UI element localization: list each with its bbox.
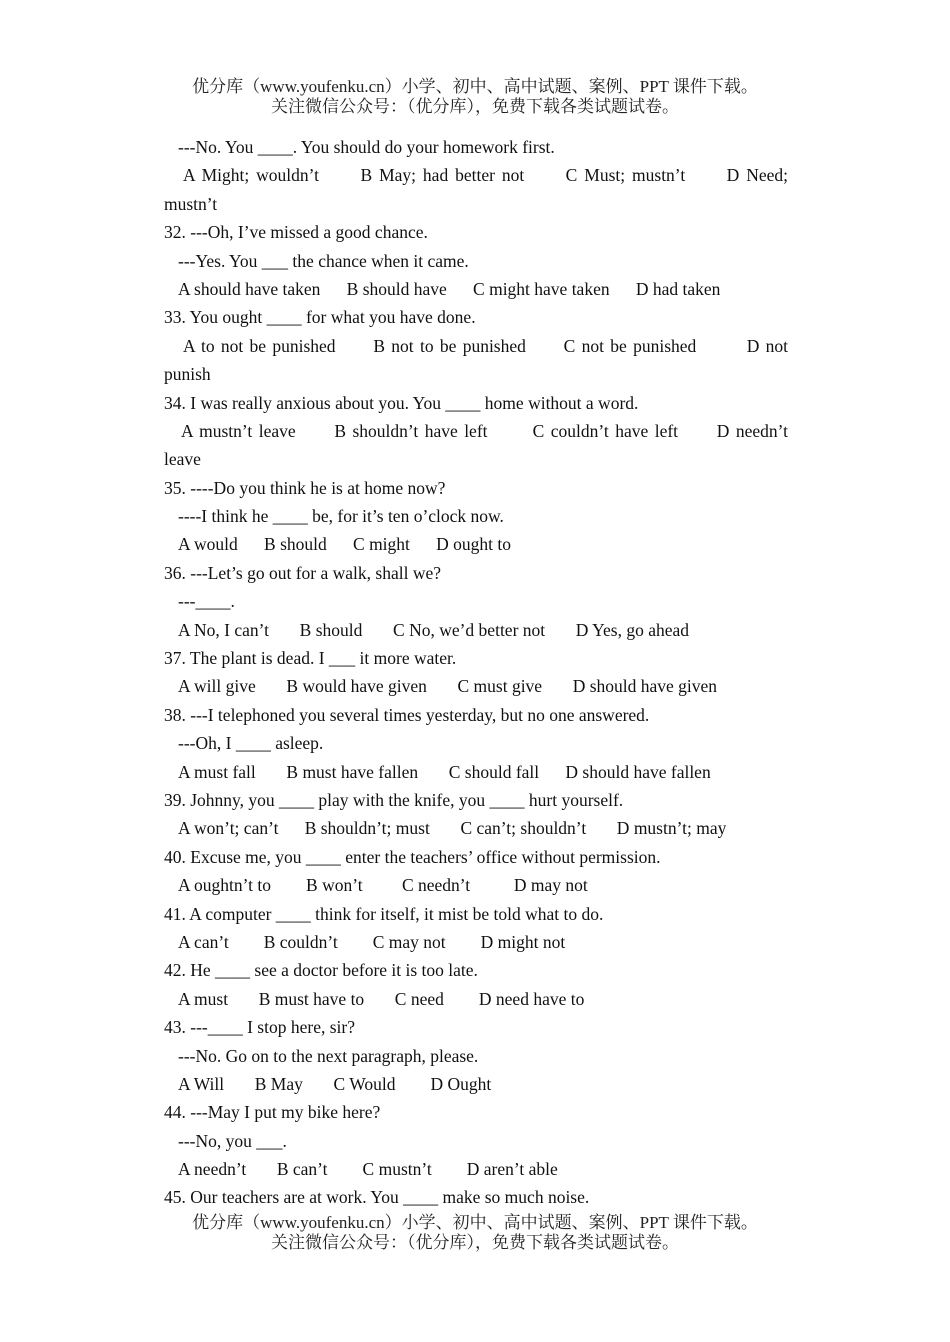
answer-line: ----I think he ____ be, for it’s ten o’clock now. bbox=[178, 506, 504, 527]
question-43: 43. ---____ I stop here, sir? bbox=[164, 1017, 355, 1038]
question-32: 32. ---Oh, I’ve missed a good chance. bbox=[164, 222, 428, 243]
question-39: 39. Johnny, you ____ play with the knife, you ____ hurt yourself. bbox=[164, 789, 624, 810]
page-footer bbox=[0, 1213, 950, 1253]
question-37: 37. The plant is dead. I ___ it more water. bbox=[164, 648, 457, 669]
question-38: 38. ---I telephoned you several times yesterday, but no one answered. bbox=[164, 704, 650, 725]
question-34: 34. I was really anxious about you. You ____ home without a word. bbox=[164, 392, 639, 413]
options-line: A oughtn’t to B won’t C needn’t D may not bbox=[178, 875, 588, 896]
answer-line: ---Oh, I ____ asleep. bbox=[178, 733, 324, 754]
options-line: A No, I can’t B should C No, we’d better not D Yes, go ahead bbox=[178, 619, 690, 640]
options-line-wrap: leave bbox=[164, 449, 201, 470]
options-line: A Will B May C Would D Ought bbox=[178, 1073, 492, 1094]
question-35: 35. ----Do you think he is at home now? bbox=[164, 477, 446, 498]
options-line: A Might; wouldn’t B May; had better not C Must; mustn’t D Need; bbox=[183, 165, 788, 186]
answer-line: ---____. bbox=[178, 591, 235, 612]
question-33: 33. You ought ____ for what you have done. bbox=[164, 307, 476, 328]
exercise-body bbox=[164, 133, 788, 1212]
options-line: A would B should C might D ought to bbox=[178, 534, 512, 555]
options-line: A will give B would have given C must give D should have given bbox=[178, 676, 718, 697]
answer-line: ---No. Go on to the next paragraph, please. bbox=[178, 1045, 479, 1066]
footer-line-2: 关注微信公众号：（优分库），免费下载各类试题试卷。 bbox=[271, 1233, 679, 1252]
options-line: A to not be punished B not to be punished C not be punished D not bbox=[183, 335, 788, 356]
header-line-1: 优分库（www.youfenku.cn）小学、初中、高中试题、案例、PPT 课件下载。 bbox=[192, 77, 758, 96]
answer-line: ---Yes. You ___ the chance when it came. bbox=[178, 250, 469, 271]
options-line: A should have taken B should have C might have taken D had taken bbox=[178, 278, 721, 299]
options-line-wrap: punish bbox=[164, 364, 211, 385]
footer-line-1: 优分库（www.youfenku.cn）小学、初中、高中试题、案例、PPT 课件下载。 bbox=[192, 1213, 758, 1232]
options-line: A mustn’t leave B shouldn’t have left C couldn’t have left D needn’t bbox=[181, 420, 788, 441]
answer-line: ---No. You ____. You should do your homework first. bbox=[178, 137, 555, 157]
header-line-2: 关注微信公众号：（优分库），免费下载各类试题试卷。 bbox=[271, 97, 679, 116]
options-line: A needn’t B can’t C mustn’t D aren’t able bbox=[178, 1159, 558, 1180]
options-line: A must fall B must have fallen C should fall D should have fallen bbox=[178, 761, 711, 782]
options-line: A must B must have to C need D need have to bbox=[178, 988, 585, 1009]
question-36: 36. ---Let’s go out for a walk, shall we? bbox=[164, 562, 442, 583]
options-line-wrap: mustn’t bbox=[164, 193, 218, 214]
question-44: 44. ---May I put my bike here? bbox=[164, 1102, 381, 1123]
question-41: 41. A computer ____ think for itself, it mist be told what to do. bbox=[164, 903, 604, 924]
question-42: 42. He ____ see a doctor before it is too late. bbox=[164, 960, 478, 981]
options-line: A can’t B couldn’t C may not D might not bbox=[178, 931, 566, 952]
answer-line: ---No, you ___. bbox=[178, 1130, 287, 1151]
question-45: 45. Our teachers are at work. You ____ make so much noise. bbox=[164, 1187, 590, 1208]
options-line: A won’t; can’t B shouldn’t; must C can’t; shouldn’t D mustn’t; may bbox=[178, 818, 727, 839]
page-header bbox=[0, 77, 950, 117]
question-40: 40. Excuse me, you ____ enter the teachers’ office without permission. bbox=[164, 846, 661, 867]
